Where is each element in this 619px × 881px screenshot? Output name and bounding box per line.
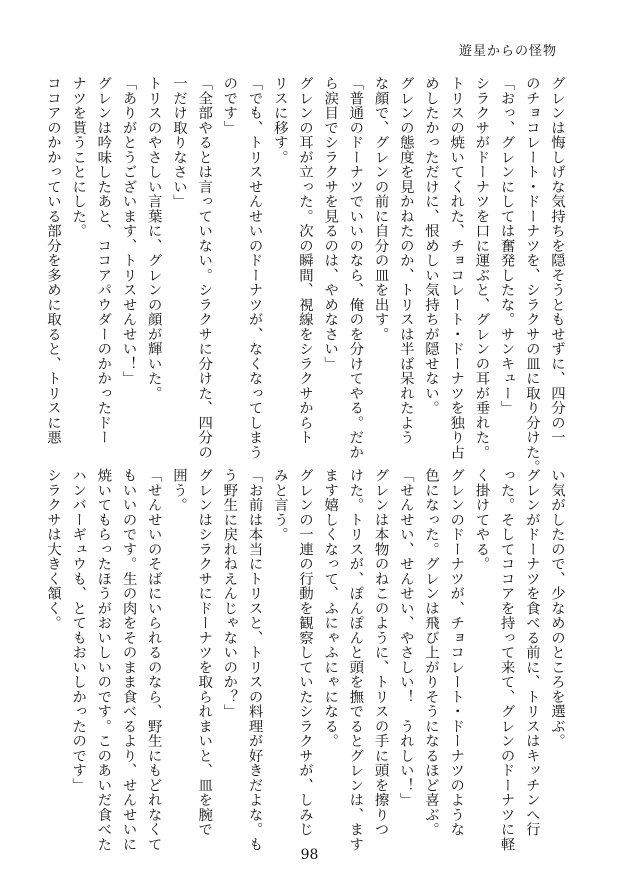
text-line: 「全部やるとは言っていない。シラクサに分けた、四分の bbox=[196, 76, 213, 460]
text-line: グレンの一連の行動を観察していたシラクサが、しみじ bbox=[296, 468, 313, 837]
page-number: 98 bbox=[300, 847, 319, 863]
text-line: 「でも、トリスせんせいのドーナツが、なくなってしまう bbox=[246, 76, 263, 460]
text-line: く掛けてやる。 bbox=[473, 468, 490, 572]
text-line: 囲う。 bbox=[170, 468, 187, 513]
text-line: 「せんせいのそばにいられるのなら、野生にもどれなくて bbox=[145, 468, 162, 852]
text-line: トリスのやさしい言葉に、グレンの顔が輝いた。 bbox=[145, 76, 162, 401]
text-line: 一だけ取りなさい」 bbox=[170, 76, 187, 209]
text-line: シラクサは大きく頷く。 bbox=[44, 468, 61, 631]
text-line: ハンバーギュウも、とてもおいしかったのです」 bbox=[70, 468, 87, 793]
text-line: みと言う。 bbox=[271, 468, 288, 542]
text-line: ココアのかかっている部分を多めに取ると、トリスに悪 bbox=[44, 76, 61, 445]
text-line: な顔で、グレンの前に自分の皿を出す。 bbox=[372, 76, 389, 342]
text-line: もいいのです。生の肉をそのまま食べるより、せんせいに bbox=[120, 468, 137, 852]
text-line: のチョコレート・ドーナツを、シラクサの皿に取り分けた。 bbox=[523, 76, 540, 475]
text-line: シラクサがドーナツを口に運ぶと、グレンの耳が垂れた。 bbox=[473, 76, 490, 460]
text-line: ナツを貰うことにした。 bbox=[70, 76, 87, 239]
text-line: のです」 bbox=[221, 76, 238, 135]
text-line: 「ありがとうございます、トリスせんせい！」 bbox=[120, 76, 137, 386]
text-line: 色になった。グレンは飛び上がりそうになるほど喜ぶ。 bbox=[422, 468, 439, 837]
text-line: グレンの態度を見かねたのか、トリスは半ば呆れたよう bbox=[397, 76, 414, 445]
text-line: めしたかっただけに、恨めしい気持ちが隠せない。 bbox=[422, 76, 439, 416]
text-line: グレンの耳が立った。次の瞬間、視線をシラクサからト bbox=[296, 76, 313, 445]
text-block-bottom bbox=[40, 468, 569, 852]
text-line: グレンは悔しげな気持ちを隠そうともせずに、四分の一 bbox=[549, 76, 565, 445]
text-line: グレンのドーナツが、チョコレート・ドーナツのような bbox=[448, 468, 465, 837]
text-block-top bbox=[40, 76, 569, 475]
text-line: い気がしたので、少なめのところを選ぶ。 bbox=[549, 468, 565, 749]
text-line: う野生に戻れねえんじゃないのか？」 bbox=[221, 468, 238, 719]
text-line: 「せんせい、せんせい、やさしい！ うれしい！」 bbox=[397, 468, 414, 808]
text-line: 「お前は本当にトリスと、トリスの料理が好きだよな。も bbox=[246, 468, 263, 852]
text-line: ます嬉しくなって、ふにゃふにゃになる。 bbox=[322, 468, 339, 749]
text-line: グレンは吟味したあと、ココアパウダーのかかったドー bbox=[95, 76, 112, 445]
text-line: トリスの焼いてくれた、チョコレート・ドーナツを独り占 bbox=[448, 76, 465, 460]
text-line: グレンは本物のねこのように、トリスの手に頭を擦りつ bbox=[372, 468, 389, 837]
text-line: グレンはシラクサにドーナツを取られまいと、皿を腕で bbox=[196, 468, 213, 837]
text-line: リスに移す。 bbox=[271, 76, 288, 165]
running-title: 遊星からの怪物 bbox=[458, 44, 557, 59]
text-line: 「おっ、グレンにしては奮発したな。サンキュー」 bbox=[498, 76, 515, 416]
text-line: 焼いてもらったほうがおいしいのです。このあいだ食べた bbox=[95, 468, 112, 852]
text-line: ら涙目でシラクサを見るのは、やめなさい」 bbox=[322, 76, 339, 371]
text-line: った。そしてココアを持って来て、グレンのドーナツに軽 bbox=[498, 468, 515, 852]
text-line: けた。トリスが、ぽんぽんと頭を撫でるとグレンは、ます bbox=[347, 468, 364, 852]
text-line: 「普通のドーナツでいいのなら、俺のを分けてやる。だか bbox=[347, 76, 364, 460]
text-line: グレンがドーナツを食べる前に、トリスはキッチンへ行 bbox=[523, 468, 540, 837]
